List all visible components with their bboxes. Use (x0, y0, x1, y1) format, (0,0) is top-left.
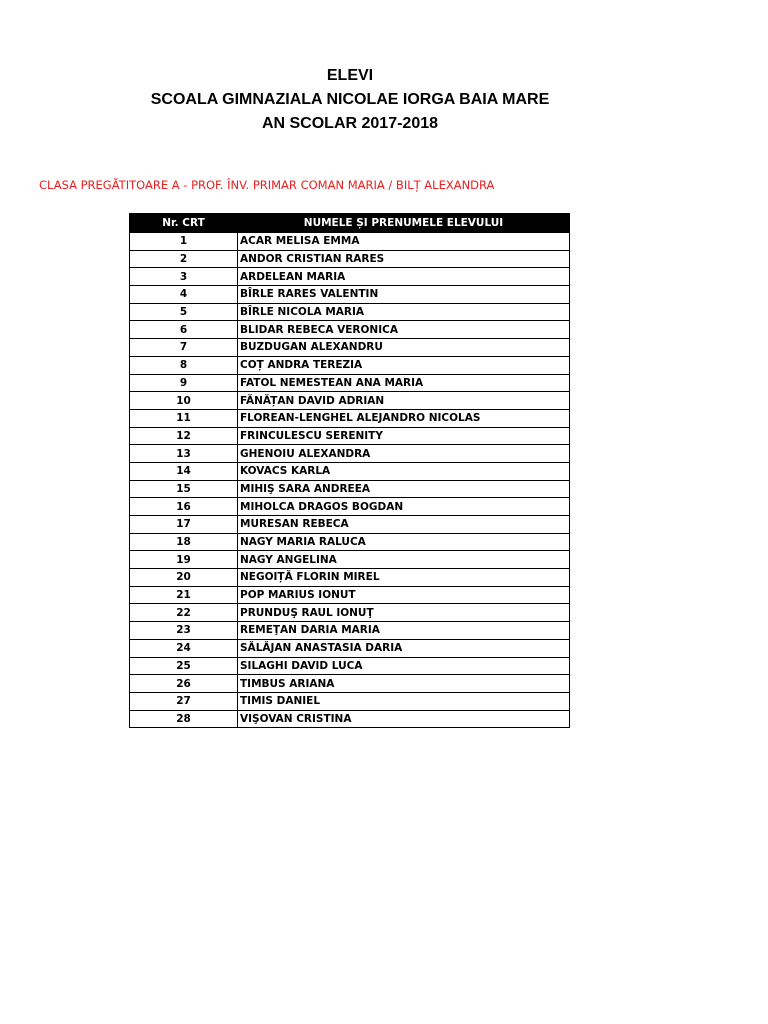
table-row (130, 409, 570, 427)
row-number: 1 (130, 233, 238, 251)
table-row (130, 286, 570, 304)
row-number: 8 (130, 356, 238, 374)
title-school-year: AN SCOLAR 2017-2018 (261, 115, 439, 132)
class-heading: CLASA PREGĂTITOARE A - PROF. ÎNV. PRIMAR COMAN MARIA / BILȚ ALEXANDRA (39, 178, 495, 192)
row-number: 26 (130, 675, 238, 693)
table-row (130, 445, 570, 463)
row-number: 7 (130, 339, 238, 357)
row-number: 27 (130, 692, 238, 710)
student-name: SĂLĂJAN ANASTASIA DARIA (238, 639, 570, 657)
student-name: FATOL NEMESTEAN ANA MARIA (238, 374, 570, 392)
document-title (0, 64, 700, 136)
row-number: 18 (130, 533, 238, 551)
table-row (130, 639, 570, 657)
table-row (130, 268, 570, 286)
table-row (130, 710, 570, 728)
students-table-body (130, 233, 570, 728)
header-student-name: NUMELE ȘI PRENUMELE ELEVULUI (238, 214, 570, 233)
student-name: VIŞOVAN CRISTINA (238, 710, 570, 728)
row-number: 24 (130, 639, 238, 657)
table-row (130, 427, 570, 445)
student-name: MIHOLCA DRAGOS BOGDAN (238, 498, 570, 516)
students-table (129, 213, 570, 728)
student-name: NAGY MARIA RALUCA (238, 533, 570, 551)
row-number: 14 (130, 462, 238, 480)
table-row (130, 392, 570, 410)
row-number: 2 (130, 250, 238, 268)
table-row (130, 692, 570, 710)
title-elevi: ELEVI (326, 67, 374, 84)
row-number: 6 (130, 321, 238, 339)
student-name: FRINCULESCU SERENITY (238, 427, 570, 445)
student-name: SILAGHI DAVID LUCA (238, 657, 570, 675)
row-number: 17 (130, 516, 238, 534)
student-name: REMEŢAN DARIA MARIA (238, 622, 570, 640)
table-row (130, 533, 570, 551)
row-number: 28 (130, 710, 238, 728)
student-name: NEGOIȚĂ FLORIN MIREL (238, 569, 570, 587)
row-number: 25 (130, 657, 238, 675)
row-number: 20 (130, 569, 238, 587)
student-name: MURESAN REBECA (238, 516, 570, 534)
row-number: 23 (130, 622, 238, 640)
row-number: 19 (130, 551, 238, 569)
table-row (130, 250, 570, 268)
table-row (130, 339, 570, 357)
student-name: MIHIŞ SARA ANDREEA (238, 480, 570, 498)
table-header-row (130, 214, 570, 233)
row-number: 21 (130, 586, 238, 604)
table-row (130, 516, 570, 534)
student-name: ARDELEAN MARIA (238, 268, 570, 286)
student-name: TIMBUS ARIANA (238, 675, 570, 693)
row-number: 22 (130, 604, 238, 622)
table-row (130, 675, 570, 693)
student-name: BÎRLE NICOLA MARIA (238, 303, 570, 321)
table-row (130, 480, 570, 498)
table-row (130, 356, 570, 374)
table-row (130, 462, 570, 480)
row-number: 16 (130, 498, 238, 516)
student-name: FĂNĂȚAN DAVID ADRIAN (238, 392, 570, 410)
student-name: POP MARIUS IONUT (238, 586, 570, 604)
title-school-name: SCOALA GIMNAZIALA NICOLAE IORGA BAIA MARE (150, 91, 550, 108)
student-name: NAGY ANGELINA (238, 551, 570, 569)
table-row (130, 498, 570, 516)
student-name: GHENOIU ALEXANDRA (238, 445, 570, 463)
row-number: 5 (130, 303, 238, 321)
student-name: ANDOR CRISTIAN RARES (238, 250, 570, 268)
student-name: BÎRLE RARES VALENTIN (238, 286, 570, 304)
table-row (130, 586, 570, 604)
row-number: 12 (130, 427, 238, 445)
table-row (130, 622, 570, 640)
student-name: PRUNDUŞ RAUL IONUŢ (238, 604, 570, 622)
student-name: BLIDAR REBECA VERONICA (238, 321, 570, 339)
header-nr-crt: Nr. CRT (130, 214, 238, 233)
student-name: KOVACS KARLA (238, 462, 570, 480)
table-row (130, 569, 570, 587)
student-name: COȚ ANDRA TEREZIA (238, 356, 570, 374)
table-row (130, 374, 570, 392)
table-row (130, 303, 570, 321)
row-number: 3 (130, 268, 238, 286)
student-name: TIMIS DANIEL (238, 692, 570, 710)
row-number: 13 (130, 445, 238, 463)
table-row (130, 604, 570, 622)
row-number: 4 (130, 286, 238, 304)
table-row (130, 233, 570, 251)
row-number: 10 (130, 392, 238, 410)
row-number: 9 (130, 374, 238, 392)
table-row (130, 321, 570, 339)
student-name: BUZDUGAN ALEXANDRU (238, 339, 570, 357)
table-row (130, 657, 570, 675)
student-name: FLOREAN-LENGHEL ALEJANDRO NICOLAS (238, 409, 570, 427)
student-name: ACAR MELISA EMMA (238, 233, 570, 251)
table-row (130, 551, 570, 569)
row-number: 15 (130, 480, 238, 498)
row-number: 11 (130, 409, 238, 427)
